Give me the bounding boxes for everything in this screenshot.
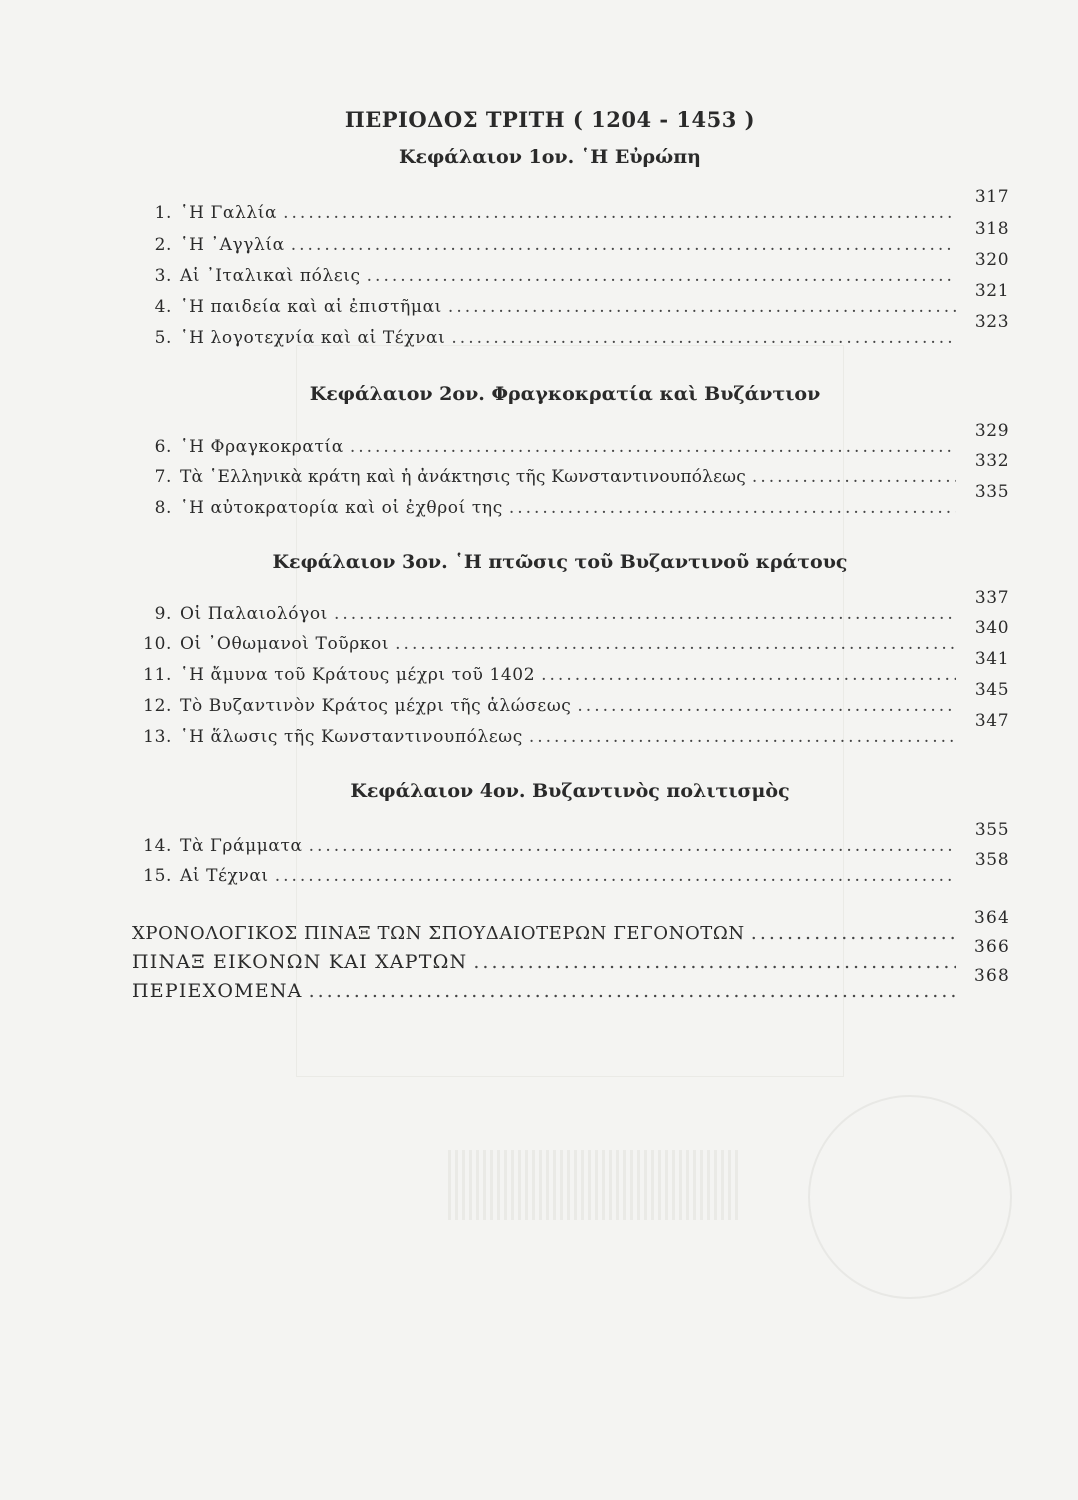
leader-dots bbox=[395, 634, 956, 654]
toc-entry bbox=[132, 219, 1022, 263]
toc-entry bbox=[132, 250, 1022, 294]
entry-number: 2. bbox=[154, 235, 172, 255]
toc-appendix-entry bbox=[132, 966, 1022, 1008]
entry-page: 323 bbox=[974, 312, 1010, 332]
entry-label: ῾Η Γαλλία bbox=[180, 203, 278, 223]
entry-page: 337 bbox=[974, 588, 1010, 608]
leader-dots bbox=[291, 235, 956, 255]
leader-dots bbox=[541, 665, 956, 685]
toc-entry bbox=[132, 482, 1022, 526]
entry-label: ῾Η αὐτοκρατορία καὶ οἱ ἐχθροί της bbox=[180, 498, 503, 518]
entry-page: 358 bbox=[974, 850, 1010, 870]
toc-entry bbox=[132, 820, 1022, 864]
entry-label: Τὸ Βυζαντινὸν Κράτος μέχρι τῆς ἁλώσεως bbox=[180, 696, 572, 716]
leader-dots bbox=[752, 467, 956, 487]
entry-number: 7. bbox=[154, 467, 172, 487]
leader-dots bbox=[367, 266, 956, 286]
entry-label: ῾Η ἅλωσις τῆς Κωνσταντινουπόλεως bbox=[180, 727, 523, 747]
entry-number: 4. bbox=[154, 297, 172, 317]
toc-entry bbox=[132, 281, 1022, 325]
entry-page: 318 bbox=[974, 219, 1010, 239]
toc-entry bbox=[132, 421, 1022, 465]
leader-dots bbox=[577, 696, 956, 716]
page-title: ΠΕΡΙΟΔΟΣ ΤΡΙΤΗ ( 1204 - 1453 ) bbox=[344, 107, 756, 132]
chapter-1-title: Κεφάλαιον 1ον. ῾Η Εὐρώπη bbox=[399, 146, 701, 168]
entry-label: ῾Η λογοτεχνία καὶ αἱ Τέχναι bbox=[180, 328, 446, 348]
leader-dots bbox=[309, 980, 956, 1002]
entry-label: ῾Η ᾿Αγγλία bbox=[180, 235, 285, 255]
library-stamp bbox=[808, 1095, 1012, 1299]
entry-page: 366 bbox=[973, 937, 1011, 957]
leader-dots bbox=[350, 437, 956, 457]
entry-label: Τὰ Γράμματα bbox=[180, 836, 303, 856]
toc-appendix-entry bbox=[132, 908, 1022, 950]
entry-number: 12. bbox=[143, 696, 172, 716]
entry-page: 364 bbox=[973, 908, 1011, 928]
toc-entry bbox=[132, 451, 1022, 495]
entry-page: 341 bbox=[974, 649, 1010, 669]
entry-label: Αἱ Τέχναι bbox=[180, 866, 269, 886]
toc-entry bbox=[132, 312, 1022, 356]
entry-page: 368 bbox=[973, 966, 1011, 986]
entry-label: ΧΡΟΝΟΛΟΓΙΚΟΣ ΠΙΝΑΞ ΤΩΝ ΣΠΟΥΔΑΙΟΤΕΡΩΝ ΓΕΓΟΝΟΤΩΝ bbox=[132, 923, 745, 944]
entry-label: ῾Η ἄμυνα τοῦ Κράτους μέχρι τοῦ 1402 bbox=[180, 665, 536, 685]
entry-number: 10. bbox=[143, 634, 172, 654]
toc-entry bbox=[132, 588, 1022, 632]
entry-page: 317 bbox=[974, 187, 1010, 207]
entry-page: 347 bbox=[974, 711, 1010, 731]
leader-dots bbox=[309, 836, 956, 856]
toc-entry bbox=[132, 187, 1022, 231]
entry-page: 320 bbox=[974, 250, 1010, 270]
barcode-show-through bbox=[448, 1150, 738, 1220]
entry-page: 321 bbox=[974, 281, 1010, 301]
leader-dots bbox=[751, 922, 956, 944]
entry-number: 13. bbox=[143, 727, 172, 747]
entry-page: 355 bbox=[974, 820, 1010, 840]
entry-page: 332 bbox=[974, 451, 1010, 471]
entry-label: ῾Η Φραγκοκρατία bbox=[180, 437, 344, 457]
toc-entry bbox=[132, 649, 1022, 693]
leader-dots bbox=[451, 328, 956, 348]
chapter-3-title: Κεφάλαιον 3ον. ῾Η πτῶσις τοῦ Βυζαντινοῦ κράτους bbox=[272, 551, 848, 573]
leader-dots bbox=[473, 951, 956, 973]
entry-label: Αἱ ᾿Ιταλικαὶ πόλεις bbox=[180, 266, 361, 286]
entry-number: 14. bbox=[143, 836, 172, 856]
entry-number: 15. bbox=[143, 866, 172, 886]
entry-page: 329 bbox=[974, 421, 1010, 441]
leader-dots bbox=[509, 498, 956, 518]
entry-label: ΠΙΝΑΞ ΕΙΚΟΝΩΝ ΚΑΙ ΧΑΡΤΩΝ bbox=[132, 951, 468, 973]
entry-number: 11. bbox=[143, 665, 172, 685]
entry-number: 3. bbox=[154, 266, 172, 286]
entry-label: Οἱ ᾿Οθωμανοὶ Τοῦρκοι bbox=[180, 634, 390, 654]
entry-page: 335 bbox=[974, 482, 1010, 502]
entry-page: 340 bbox=[974, 618, 1010, 638]
toc-entry bbox=[132, 850, 1022, 894]
leader-dots bbox=[529, 727, 956, 747]
leader-dots bbox=[283, 203, 956, 223]
entry-page: 345 bbox=[974, 680, 1010, 700]
entry-number: 5. bbox=[154, 328, 172, 348]
leader-dots bbox=[448, 297, 956, 317]
entry-label: ῾Η παιδεία καὶ αἱ ἐπιστῆμαι bbox=[180, 297, 442, 317]
entry-number: 8. bbox=[154, 498, 172, 518]
entry-label: Τὰ ῾Ελληνικὰ κράτη καὶ ἡ ἀνάκτησις τῆς Κωνσταντινουπόλεως bbox=[180, 467, 746, 487]
leader-dots bbox=[275, 866, 956, 886]
entry-label: Οἱ Παλαιολόγοι bbox=[180, 604, 328, 624]
leader-dots bbox=[334, 604, 956, 624]
toc-entry bbox=[132, 711, 1022, 755]
entry-number: 1. bbox=[154, 203, 172, 223]
toc-entry bbox=[132, 618, 1022, 662]
entry-number: 9. bbox=[154, 604, 172, 624]
chapter-2-title: Κεφάλαιον 2ον. Φραγκοκρατία καὶ Βυζάντιον bbox=[309, 383, 821, 405]
toc-appendix-entry bbox=[132, 937, 1022, 979]
toc-entry bbox=[132, 680, 1022, 724]
chapter-4-title: Κεφάλαιον 4ον. Βυζαντινὸς πολιτισμὸς bbox=[350, 780, 790, 802]
entry-number: 6. bbox=[154, 437, 172, 457]
entry-label: ΠΕΡΙΕΧΟΜΕΝΑ bbox=[132, 980, 303, 1002]
